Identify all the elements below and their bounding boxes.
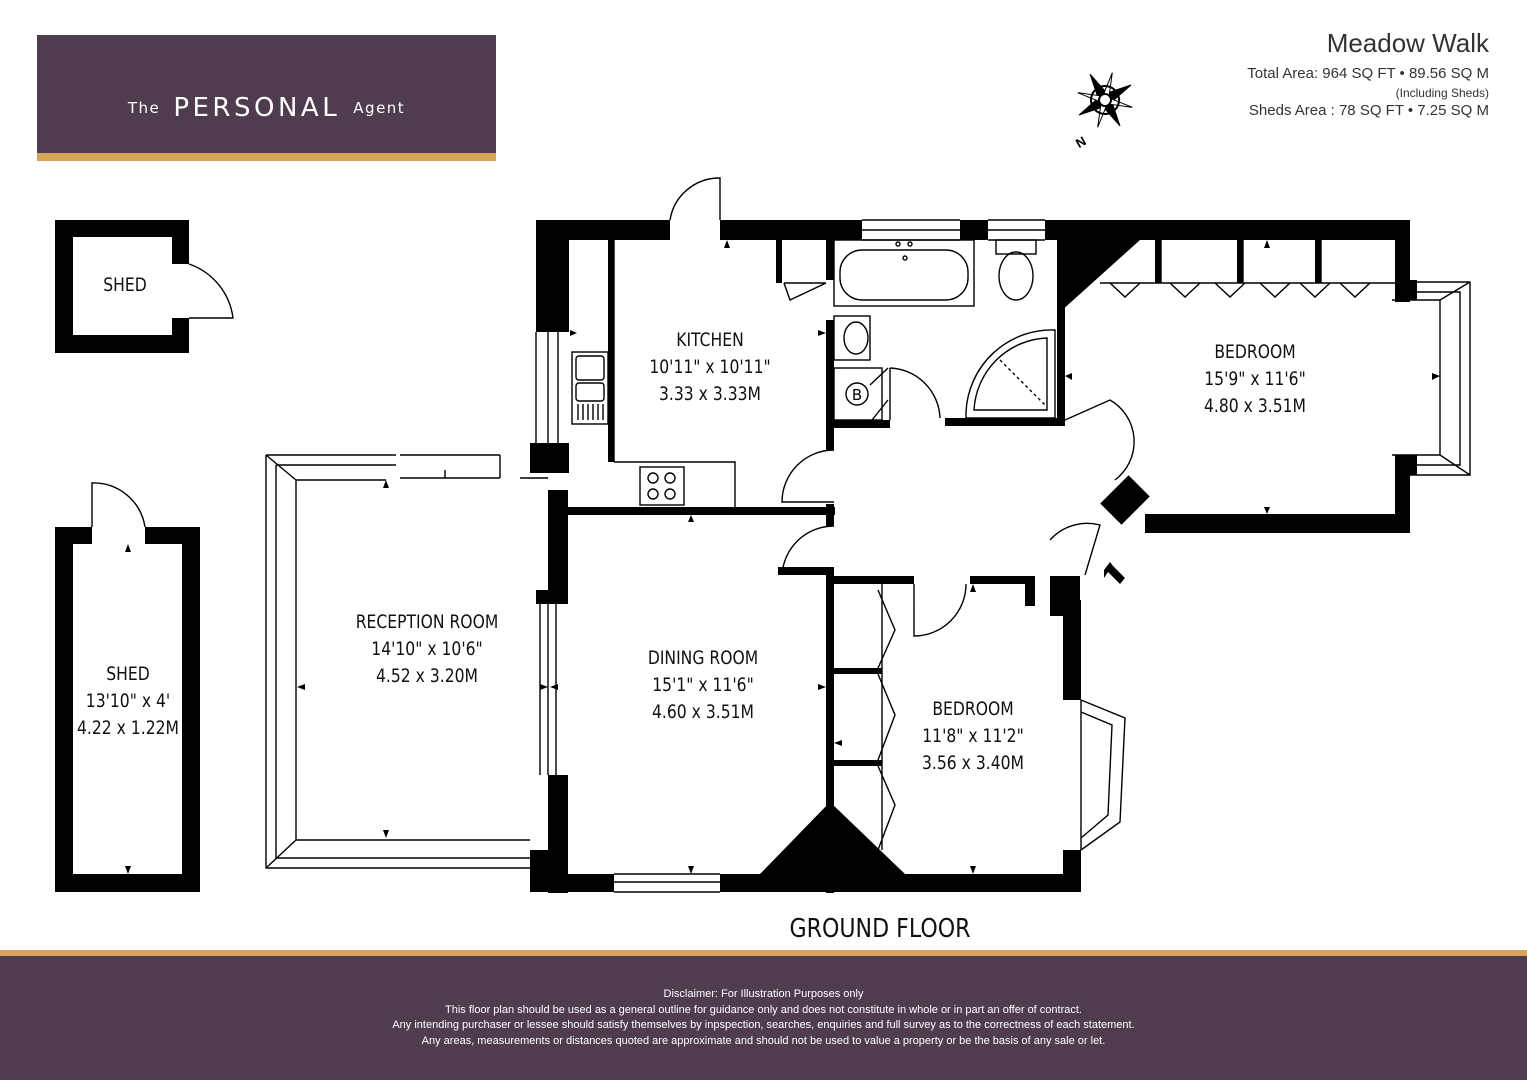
dining-imperial: 15'1" x 11'6" — [652, 674, 754, 696]
kitchen-name: KITCHEN — [676, 329, 744, 351]
shed-large-name: SHED — [106, 663, 150, 685]
disclaimer-line-2: This floor plan should be used as a general outline for guidance only and does not constitute in whole or in part an offer of contract. — [445, 1003, 1082, 1016]
kitchen-door — [670, 178, 720, 220]
bedroom2-bay-window — [1081, 700, 1125, 850]
reception-label — [337, 609, 517, 690]
disclaimer-footer — [0, 956, 1527, 1080]
shed-large-door — [92, 483, 145, 527]
shed-large-metric: 4.22 x 1.22M — [77, 717, 179, 739]
shed-small-name: SHED — [103, 274, 147, 296]
including-sheds-note: (Including Sheds) — [1395, 86, 1489, 100]
reception-metric: 4.52 x 3.20M — [376, 665, 478, 687]
shed-large-label — [71, 661, 186, 742]
bedroom2-name: BEDROOM — [932, 698, 1014, 720]
bedroom2-label — [883, 696, 1063, 777]
dining-metric: 4.60 x 3.51M — [652, 701, 754, 723]
disclaimer-line-1: Disclaimer: For Illustration Purposes only — [663, 988, 864, 1000]
bedroom2-metric: 3.56 x 3.40M — [922, 752, 1024, 774]
compass-north-letter: N — [1073, 133, 1089, 151]
kitchen-imperial: 10'11" x 10'11" — [649, 356, 771, 378]
entrance-arrow-icon — [1104, 562, 1125, 584]
bedroom2-imperial: 11'8" x 11'2" — [922, 725, 1024, 747]
kitchen-metric: 3.33 x 3.33M — [659, 383, 761, 405]
disclaimer-line-4: Any areas, measurements or distances quoted are approximate and should not be used to value a property or be the basis of any sale or let. — [421, 1034, 1106, 1047]
logo-name: PERSONAL — [173, 93, 341, 123]
reception-name: RECEPTION ROOM — [355, 611, 499, 633]
logo-suffix: Agent — [353, 99, 406, 117]
boiler-label: B — [851, 386, 863, 404]
disclaimer-line-3: Any intending purchaser or lessee should satisfy themselves by inpspection, searches, enquiries and full survey as to the correctness of each statement. — [392, 1019, 1135, 1031]
sheds-area: Sheds Area : 78 SQ FT • 7.25 SQ M — [1248, 102, 1489, 119]
total-area: Total Area: 964 SQ FT • 89.56 SQ M — [1247, 65, 1489, 82]
dining-label — [613, 645, 793, 726]
floor-label: GROUND FLOOR — [789, 914, 971, 944]
property-title: Meadow Walk — [1326, 28, 1489, 58]
bedroom1-imperial: 15'9" x 11'6" — [1204, 368, 1306, 390]
reception-imperial: 14'10" x 10'6" — [371, 638, 483, 660]
bedroom1-metric: 4.80 x 3.51M — [1204, 395, 1306, 417]
kitchen-label — [620, 327, 800, 408]
bedroom1-name: BEDROOM — [1214, 341, 1296, 363]
logo-prefix: The — [127, 99, 161, 117]
dining-name: DINING ROOM — [647, 647, 759, 669]
bedroom1-label — [1165, 339, 1345, 420]
shed-small-label — [68, 272, 183, 299]
bedroom1-bay-window — [1392, 282, 1470, 475]
shed-small-door — [189, 264, 233, 318]
compass-rose-icon — [1064, 59, 1146, 141]
shed-large-imperial: 13'10" x 4' — [85, 690, 171, 712]
